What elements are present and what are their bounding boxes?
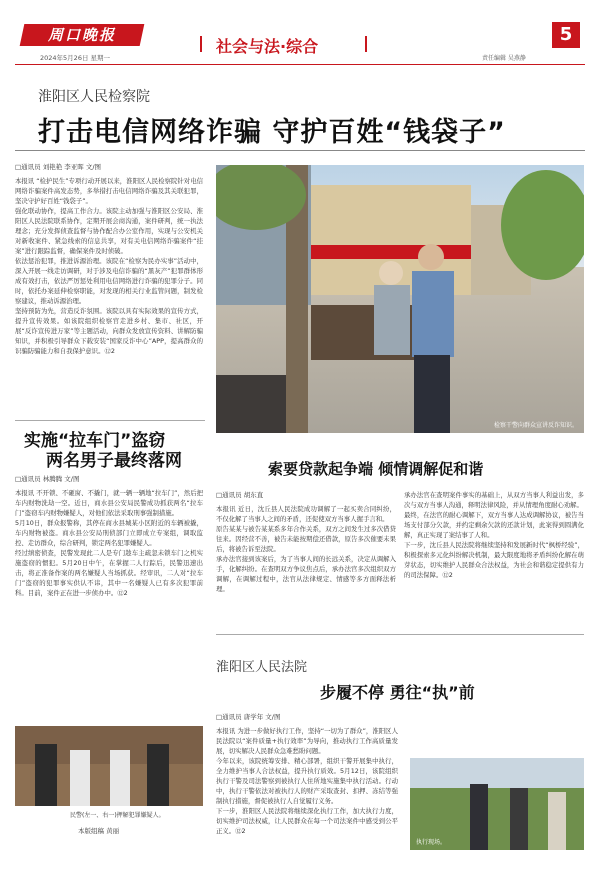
officer-2 bbox=[510, 788, 528, 850]
issue-date: 2024年5月26日 星期一 bbox=[40, 54, 111, 62]
story4-photo-caption: 执行现场。 bbox=[416, 839, 447, 846]
story2-headline-line2: 两名男子最终落网 bbox=[46, 451, 182, 471]
section-divider-right bbox=[365, 36, 367, 52]
lead-body: 本报讯 “检护民生”专项行动开展以来，淮阳区人民检察院针对电信网络诈骗案件高发态势，多举措打击电信网络诈骗及其关联犯罪，坚决守护好百姓“钱袋子”。 强化联动协作，提高工作合力。该院主动加强与淮阳区公安局、淮阳区人民法院联系协作，定期开展会商沟通，案件研判，统一执法理念；充分发挥侦查监督与协作配合办公室作用，实现与公安机关对新收案件、紧急线索的信息共享，对有关电信网络诈骗案件“挂案”进行跟踪监督，确保案件及时侦破。 依法惩治犯罪，推进诉源治理。该院在“检察为民办实事”活动中，深入开展一线走访调研，对于涉及电信诈骗的“黑灰产”犯罪群体形成有效打击，依法严厉惩处利用电信网络进行诈骗的犯罪分子。同时，依托办案延伸检察职能，对发现的相关行业监管问题，制发检察建议，推动诉源治理。 坚持预防为先，营造反诈氛围。该院以具有实际效果的宣传方式，提升宣传效果。如该院组织检察官走进乡村、集市、社区，开展“反诈宣传进万家”等主题活动，向群众发放宣传资料、讲解防骗知识，并积极引导群众下载安装“国家反诈中心”APP，提高群众的识骗防骗能力和自我保护意识。⑫2 bbox=[15, 177, 203, 355]
story3-body-right: 承办法官在查明案件事实的基础上，从双方当事人利益出发，多次与双方当事人沟通，释明法律风险，并从情理角度耐心劝解。 最终，在法官的耐心调解下，双方当事人达成调解协议，被告当场支付部分欠款，并约定剩余欠款的还款计划，此案得到圆满化解，真正实现了案结事了人和。 下一步，沈丘县人民法院将继续坚持和发展新时代“枫桥经验”，积极探索多元化纠纷解决机制，最大限度地将矛盾纠纷化解在萌芽状态，切实维护人民群众合法权益，为社会和谐稳定提供有力的司法保障。⑫2 bbox=[404, 491, 584, 579]
masthead-rule bbox=[15, 64, 585, 65]
lead-photo-illustration bbox=[216, 165, 584, 433]
lead-kicker: 淮阳区人民检察院 bbox=[38, 89, 150, 105]
suspect-2 bbox=[110, 750, 130, 806]
suspect-1 bbox=[70, 750, 90, 806]
story4-byline: □通讯员 唐学年 文/图 bbox=[216, 713, 281, 721]
footer-editors: 本版组稿 黄丽 bbox=[78, 827, 120, 835]
story2-headline-line1: 实施“拉车门”盗窃 bbox=[24, 431, 166, 451]
officer-right bbox=[147, 744, 169, 806]
story2-rule bbox=[15, 420, 205, 421]
story2-photo-caption: 民警(左一、右一)押解犯罪嫌疑人。 bbox=[70, 812, 165, 819]
story4-photo bbox=[410, 758, 584, 850]
person-elderly-head bbox=[379, 261, 403, 285]
story2-photo bbox=[15, 726, 203, 806]
story3-byline: □通讯员 胡东直 bbox=[216, 491, 264, 499]
person-3 bbox=[548, 792, 566, 850]
motorbike bbox=[216, 375, 286, 433]
story4-headline: 步履不停 勇往“执”前 bbox=[320, 683, 475, 702]
page-editor: 责任编辑 吴燕静 bbox=[482, 55, 526, 62]
sky bbox=[410, 758, 584, 788]
officer-1 bbox=[470, 784, 488, 850]
story3-headline: 索要贷款起争端 倾情调解促和谐 bbox=[268, 460, 484, 478]
prosecutor-head bbox=[418, 244, 444, 270]
lead-byline: □通讯员 刘艳艳 李亚晖 文/图 bbox=[15, 163, 102, 171]
masthead bbox=[0, 0, 600, 64]
prosecutor-trousers bbox=[414, 355, 450, 433]
section-title: 社会与法·综合 bbox=[216, 37, 319, 56]
story3-body-left: 本报讯 近日，沈丘县人民法院成功调解了一起买卖合同纠纷，不仅化解了当事人之间的矛盾，还促使双方当事人握手言和。 原告某某与被告某某系多年合作关系，双方之间发生过多次借贷往来。因经营不善，被告未能按期偿还借款，原告多次催要未果后，将被告诉至法院。 承办法官接到该案后，为了当事人间的长远关系，决定从调解入手，化解纠纷。在查明双方争议焦点后，承办法官多次组织双方调解，在调解过程中，法官从法律规定、情感等多方面释法析理。 bbox=[216, 505, 396, 593]
lead-photo-caption: 检察干警向群众宣讲反诈知识。 bbox=[493, 422, 578, 429]
prosecutor-shirt bbox=[412, 271, 454, 357]
story4-rule bbox=[216, 634, 584, 635]
story2-body: 本报讯 不开锁、不砸窗、不撬门，就一辆一辆地“拉车门”，然后把车内财物洗劫一空。近日，商水县公安局民警成功抓获两名“拉车门”盗窃车内财物嫌疑人，对他们依法采取刑事强制措施。 5月10日，群众报警称，其停在商水县城某小区附近的车辆被撬，车内财物被盗。商水县公安局刑侦部门立即成立专案组，调取监控、走访群众，综合研判，锁定两名犯罪嫌疑人。 经过缜密侦查，民警发现此二人是专门趁车主疏忽未锁车门之机实施盗窃的惯犯。5月20日中午，在掌握二人行踪后，民警迅速出击，将正准备作案的两名嫌疑人当场抓获。经审讯，二人对“拉车门”盗窃的犯罪事实供认不讳，其中一名嫌疑人已有多次犯罪前科。目前，案件正在进一步侦办中。⑫2 bbox=[15, 489, 203, 597]
story4-body: 本报讯 为进一步做好执行工作，坚持“一切为了群众”，淮阳区人民法院以“案件质量+执行效率”为导向，推动执行工作高质量发展，切实解决人民群众急难愁盼问题。 今年以来，该院统筹安排、精心部署，组织干警开展集中执行，全力维护当事人合法权益，提升执行质效。5月12日，该院组织执行干警及司法警察到被执行人住所地实施集中执行活动。行动中，执行干警依法对被执行人的财产采取查封、扣押、冻结等强制执行措施，督促被执行人自觉履行义务。 下一步，淮阳区人民法院将继续深化执行工作，加大执行力度，切实维护司法权威，让人民群众在每一个司法案件中感受到公平正义。⑫2 bbox=[216, 727, 398, 835]
newspaper-logo: 周口晚报 bbox=[20, 24, 145, 46]
officer-left bbox=[35, 744, 57, 806]
story2-byline: □通讯员 林腾腾 文/图 bbox=[15, 475, 80, 483]
lead-photo bbox=[216, 165, 584, 433]
person-elderly-body bbox=[374, 285, 410, 355]
shop-signs bbox=[311, 245, 471, 259]
lead-headline: 打击电信网络诈骗 守护百姓“钱袋子” bbox=[38, 117, 506, 148]
story2-photo-illustration bbox=[15, 726, 203, 806]
section-divider-left bbox=[200, 36, 202, 52]
page-number: 5 bbox=[552, 22, 580, 48]
lead-rule bbox=[15, 150, 585, 151]
story4-kicker: 淮阳区人民法院 bbox=[216, 660, 308, 675]
